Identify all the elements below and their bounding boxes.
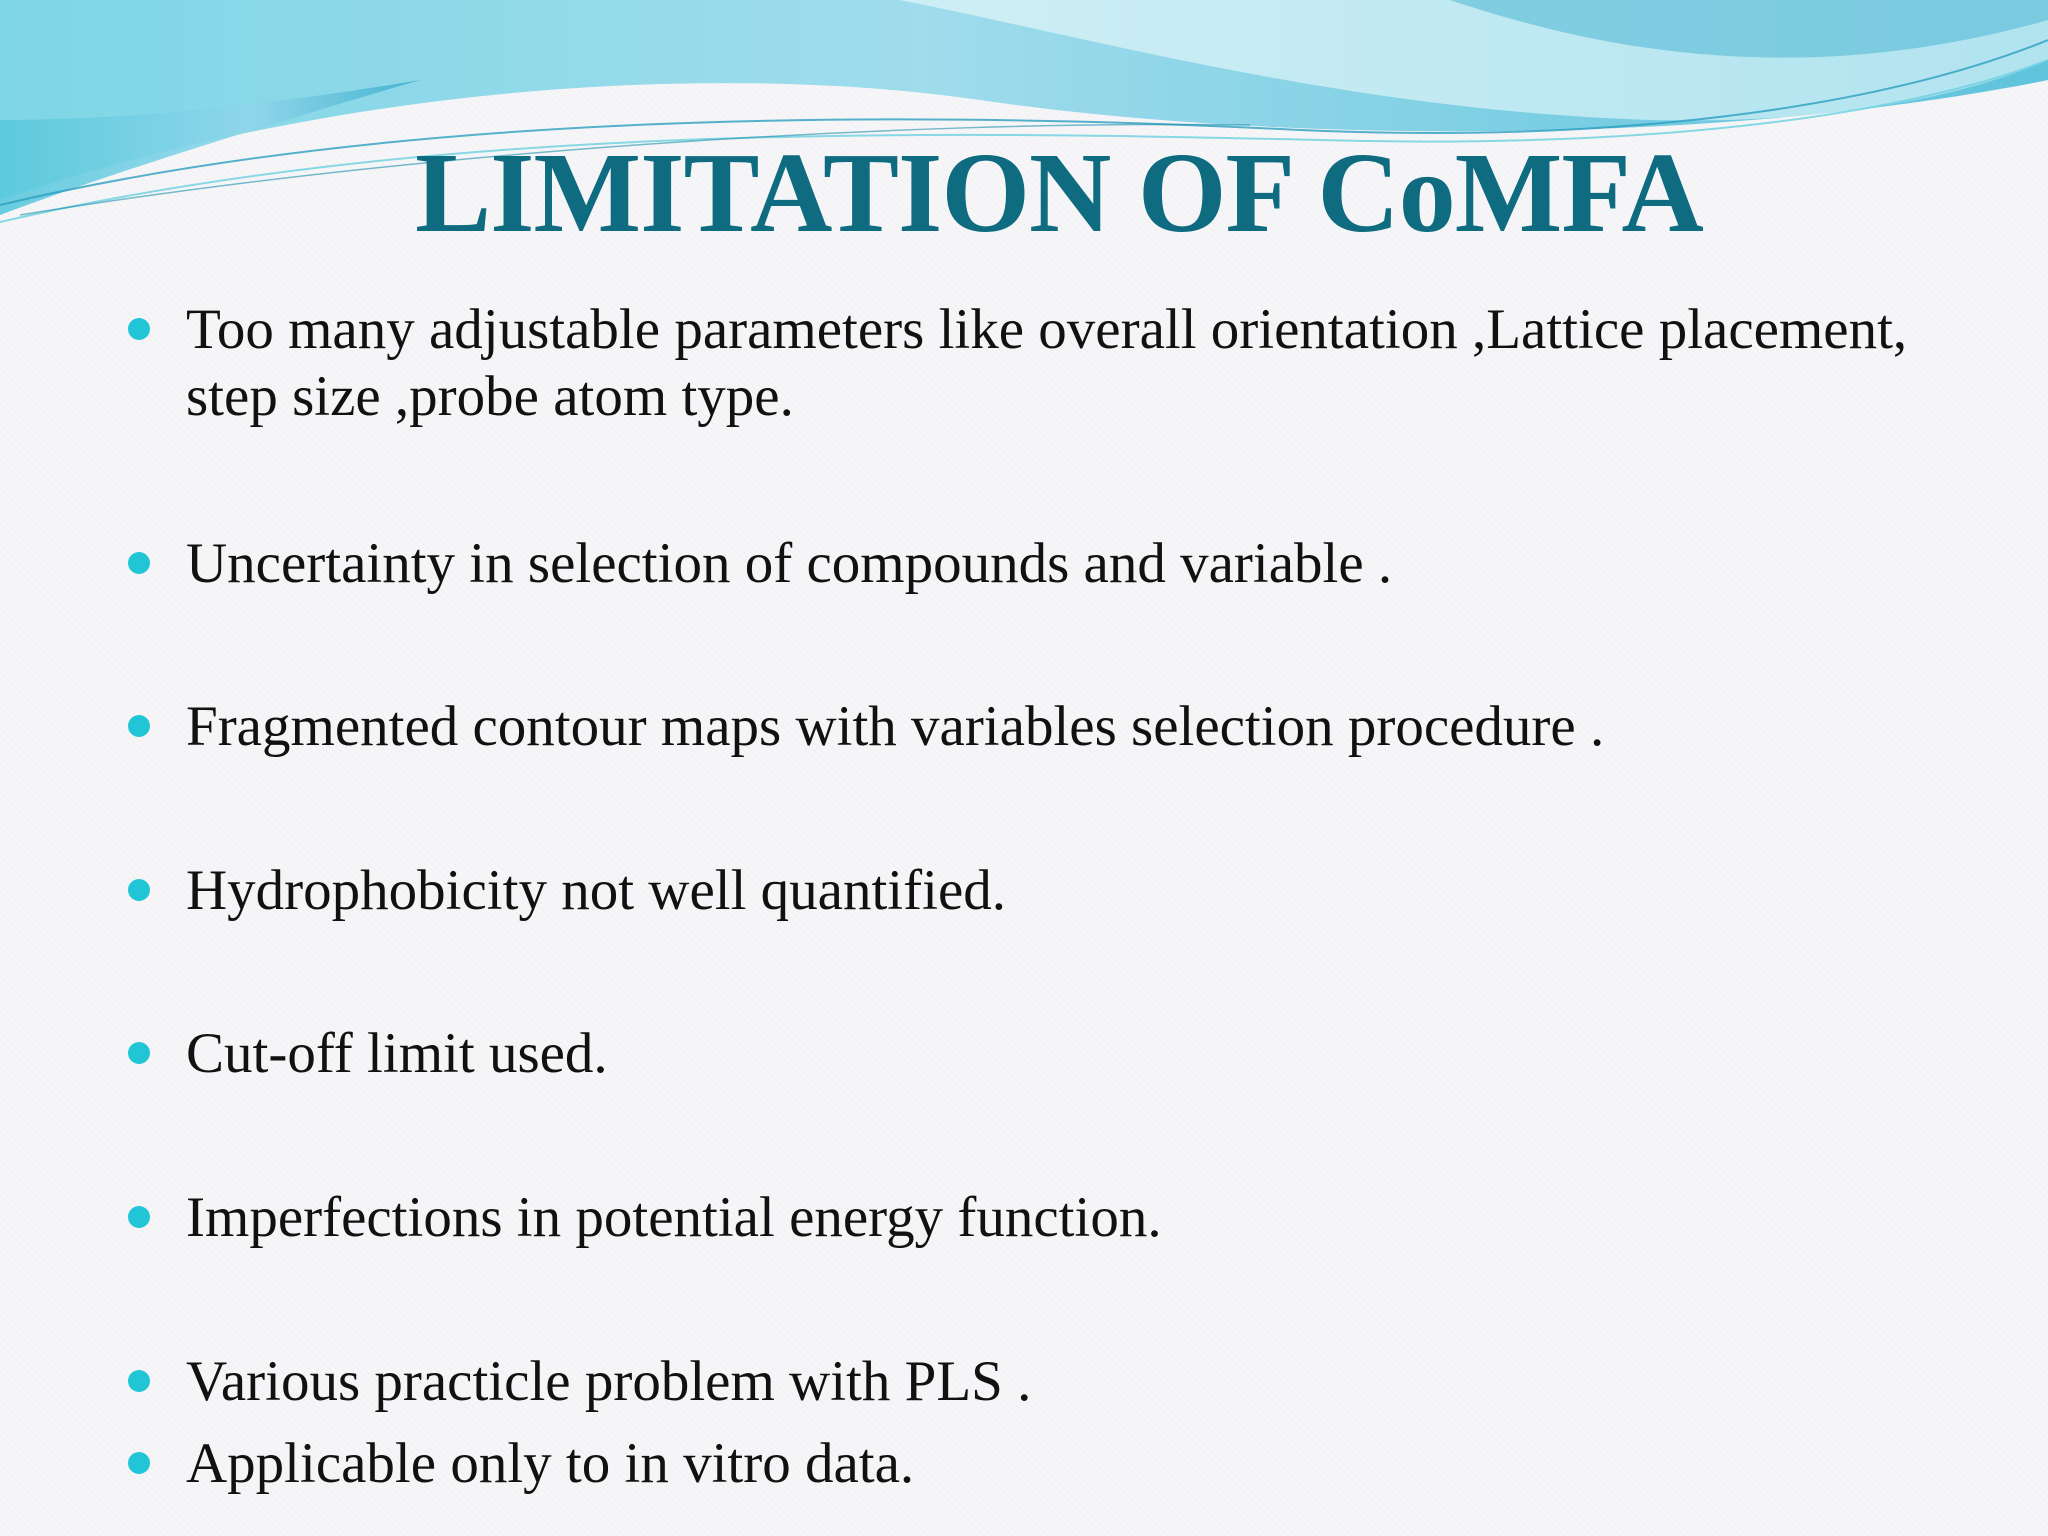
bullet-dot-icon [128,552,150,574]
bullet-item [186,1348,1946,1415]
bullet-text: Fragmented contour maps with variables selection procedure . [186,695,1605,758]
bullet-item [186,1184,1946,1251]
bullet-item [186,1020,1946,1087]
bullet-item [186,1430,1946,1497]
bullet-text: Too many adjustable parameters like overall orientation ,Lattice placement, step size ,probe atom type. [186,298,1908,428]
bullet-dot-icon [128,879,150,901]
bullet-dot-icon [128,1206,150,1228]
bullet-dot-icon [128,318,150,340]
bullet-dot-icon [128,1452,150,1474]
bullet-dot-icon [128,1370,150,1392]
bullet-dot-icon [128,1042,150,1064]
bullet-item [186,693,1946,760]
slide-title: LIMITATION OF CoMFA [415,129,1703,256]
bullet-text: Uncertainty in selection of compounds and variable . [186,532,1393,595]
bullet-text: Applicable only to in vitro data. [186,1432,915,1495]
bullet-dot-icon [128,715,150,737]
bullet-text: Various practicle problem with PLS . [186,1350,1032,1413]
bullet-item [186,530,1946,597]
bullet-item [186,857,1946,924]
bullet-text: Hydrophobicity not well quantified. [186,859,1007,922]
bullet-text: Cut-off limit used. [186,1022,608,1085]
bullet-text: Imperfections in potential energy function. [186,1186,1162,1249]
bullet-item [186,296,1946,430]
